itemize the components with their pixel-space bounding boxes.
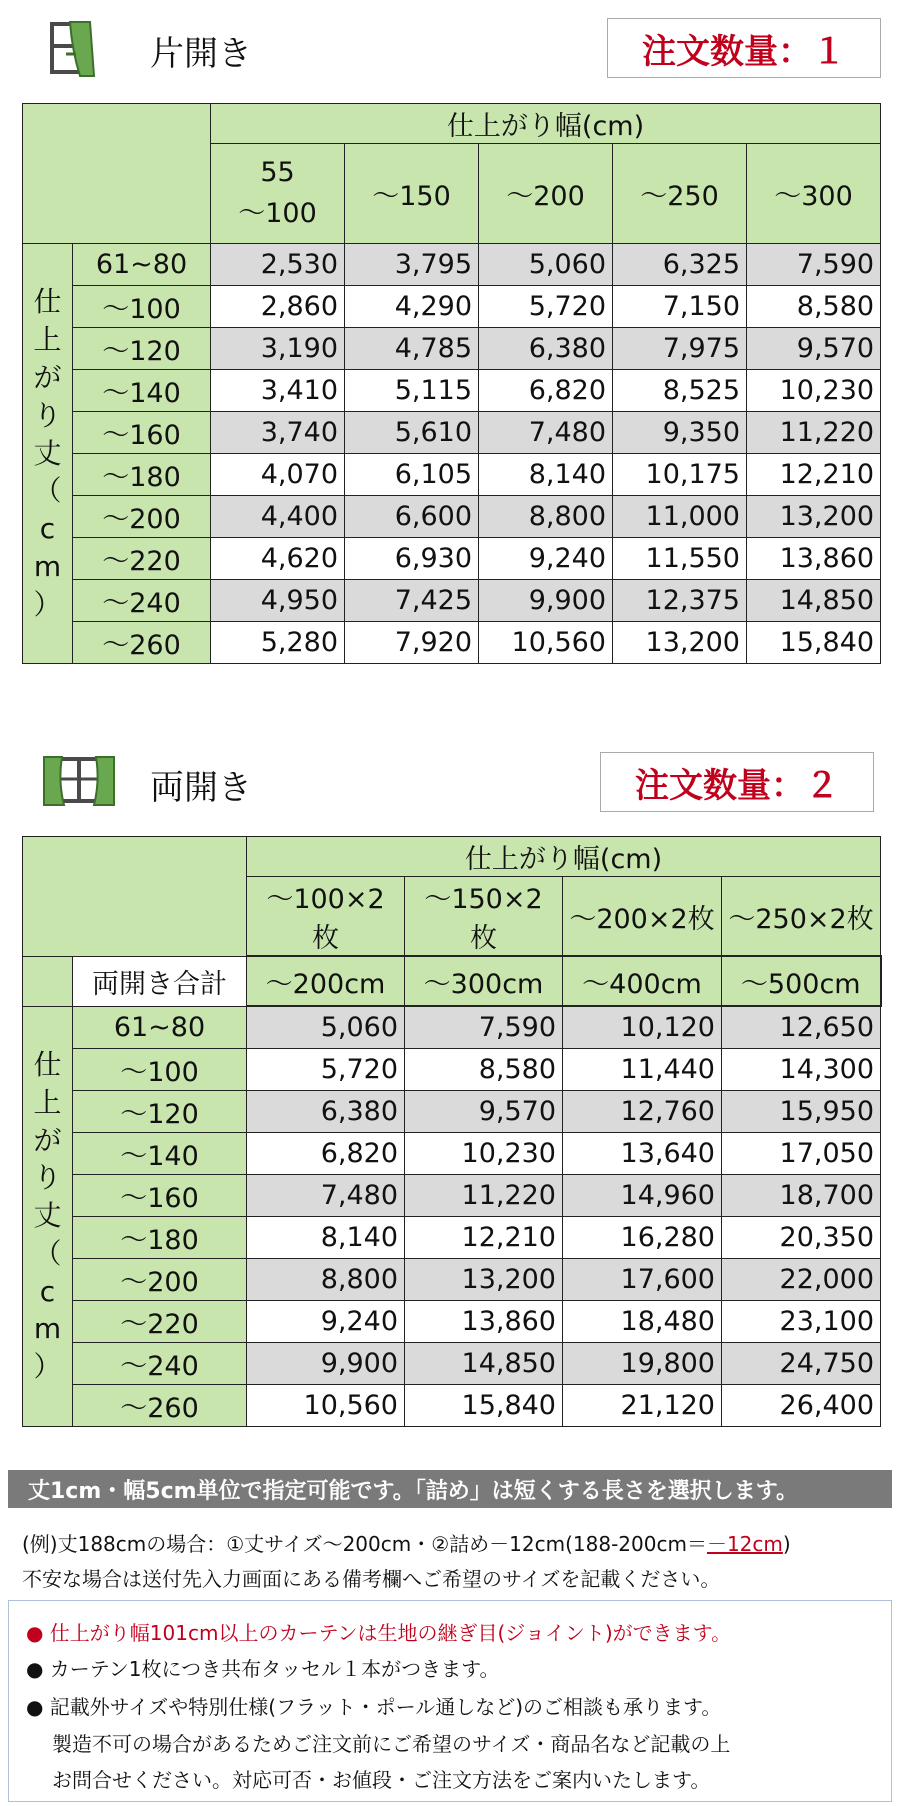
row-label: ～200 (73, 1258, 247, 1300)
height-axis-char: 上 (33, 323, 62, 357)
price-cell: 8,800 (247, 1258, 405, 1300)
price-cell: 17,600 (563, 1258, 722, 1300)
height-axis-char: （ (33, 1236, 62, 1270)
col-header (211, 144, 345, 244)
table-row (23, 1384, 881, 1426)
note-line: 不安な場合は送付先入力画面にある備考欄へご希望のサイズを記載ください。 (22, 1567, 721, 1591)
col-header: ～150×2枚 (405, 877, 563, 957)
table-row (23, 538, 881, 580)
price-cell: 10,120 (563, 1006, 722, 1048)
price-cell: 12,210 (747, 454, 881, 496)
table-row (23, 1132, 881, 1174)
row-label: ～100 (73, 286, 211, 328)
price-cell: 16,280 (563, 1216, 722, 1258)
price-cell: 17,050 (722, 1132, 881, 1174)
custom-size-detail-2: お問合せください。対応可否・お値段・ご注文方法をご案内いたします。 (52, 1768, 711, 1792)
example-end: ) (782, 1532, 791, 1556)
price-cell: 12,760 (563, 1090, 722, 1132)
price-cell: 11,440 (563, 1048, 722, 1090)
height-axis-char: が (33, 361, 62, 394)
price-cell: 7,975 (613, 328, 747, 370)
price-cell: 15,840 (405, 1384, 563, 1426)
price-cell: 8,580 (405, 1048, 563, 1090)
joint-notice: ● 仕上がり幅101cm以上のカーテンは生地の継ぎ目(ジョイント)ができます。 (26, 1621, 732, 1645)
col-header: ～300 (747, 144, 881, 244)
price-cell: 4,950 (211, 580, 345, 622)
price-cell: 4,290 (345, 286, 479, 328)
table-row (23, 244, 881, 286)
price-cell: 21,120 (563, 1384, 722, 1426)
price-cell: 8,140 (247, 1216, 405, 1258)
price-cell: 6,325 (613, 244, 747, 286)
col-header: ～250 (613, 144, 747, 244)
price-cell: 19,800 (563, 1342, 722, 1384)
price-cell: 13,640 (563, 1132, 722, 1174)
col-header: ～150 (345, 144, 479, 244)
section2-title: 両開き (150, 768, 252, 808)
double-curtain-icon (42, 755, 116, 807)
custom-size-notice: ● 記載外サイズや特別仕様(フラット・ポール通しなど)のご相談も承ります。 (26, 1695, 722, 1719)
price-cell: 18,700 (722, 1174, 881, 1216)
price-cell: 9,240 (479, 538, 613, 580)
price-cell: 13,860 (405, 1300, 563, 1342)
height-axis-label (23, 244, 73, 664)
price-cell: 22,000 (722, 1258, 881, 1300)
corner-cell (23, 956, 73, 1006)
price-cell: 7,590 (747, 244, 881, 286)
row-label: ～240 (73, 580, 211, 622)
unit-notice-bar: 丈1cm・幅5cm単位で指定可能です。「詰め」は短くする長さを選択します。 (8, 1470, 892, 1508)
section1-order-quantity: 注文数量：１ (607, 18, 881, 78)
price-cell: 3,190 (211, 328, 345, 370)
price-cell: 10,230 (405, 1132, 563, 1174)
table-row (23, 1342, 881, 1384)
table-row (23, 1006, 881, 1048)
row-label: ～160 (73, 412, 211, 454)
price-cell: 14,960 (563, 1174, 722, 1216)
price-cell: 6,380 (247, 1090, 405, 1132)
price-cell: 6,820 (479, 370, 613, 412)
price-cell: 13,200 (613, 622, 747, 664)
price-cell: 6,820 (247, 1132, 405, 1174)
price-cell: 7,480 (247, 1174, 405, 1216)
price-cell: 8,525 (613, 370, 747, 412)
height-axis-char: 仕 (33, 285, 62, 319)
custom-size-detail-1: 製造不可の場合があるためご注文前にご希望のサイズ・商品名など記載の上 (52, 1732, 731, 1756)
price-cell: 5,060 (479, 244, 613, 286)
price-cell: 12,375 (613, 580, 747, 622)
price-cell: 14,850 (405, 1342, 563, 1384)
height-axis-char: が (33, 1123, 62, 1157)
height-axis-char: 丈 (33, 436, 62, 470)
width-header: 仕上がり幅(cm) (211, 104, 881, 144)
height-axis-char: ） (33, 1350, 62, 1384)
height-axis-char: ） (33, 587, 62, 621)
col-header-line: 55 (260, 157, 295, 188)
example-text: (例)丈188cmの場合：①丈サイズ～200cm・②詰め－12cm(188-200cm＝ (22, 1532, 707, 1556)
price-cell: 13,860 (747, 538, 881, 580)
price-cell: 2,860 (211, 286, 345, 328)
price-cell: 5,720 (479, 286, 613, 328)
col-header: ～250×2枚 (722, 877, 881, 957)
height-axis-char: り (33, 398, 62, 432)
row-label: ～120 (73, 328, 211, 370)
table-row (23, 1048, 881, 1090)
row-label: ～140 (73, 370, 211, 412)
price-cell: 5,060 (247, 1006, 405, 1048)
price-cell: 8,580 (747, 286, 881, 328)
row-label: ～180 (73, 454, 211, 496)
total-header: ～400cm (563, 956, 722, 1006)
table-row (23, 1174, 881, 1216)
price-cell: 14,300 (722, 1048, 881, 1090)
table-row (23, 1300, 881, 1342)
price-cell: 6,600 (345, 496, 479, 538)
price-cell: 10,230 (747, 370, 881, 412)
price-cell: 13,200 (405, 1258, 563, 1300)
price-cell: 24,750 (722, 1342, 881, 1384)
price-cell: 15,950 (722, 1090, 881, 1132)
tassel-notice: ● カーテン1枚につき共布タッセル１本がつきます。 (26, 1657, 500, 1681)
price-cell: 7,425 (345, 580, 479, 622)
height-axis-char: c (39, 1274, 56, 1308)
table-row (23, 1216, 881, 1258)
price-cell: 23,100 (722, 1300, 881, 1342)
corner-cell (23, 104, 211, 244)
table-row (23, 496, 881, 538)
height-axis-char: り (33, 1161, 62, 1195)
price-cell: 3,740 (211, 412, 345, 454)
row-label: ～120 (73, 1090, 247, 1132)
col-header: ～200×2枚 (563, 877, 722, 957)
height-axis-char: m (33, 549, 62, 583)
price-cell: 12,210 (405, 1216, 563, 1258)
price-cell: 9,900 (479, 580, 613, 622)
price-cell: 7,480 (479, 412, 613, 454)
price-cell: 5,720 (247, 1048, 405, 1090)
price-cell: 4,400 (211, 496, 345, 538)
row-label: ～180 (73, 1216, 247, 1258)
price-cell: 9,350 (613, 412, 747, 454)
total-header: ～300cm (405, 956, 563, 1006)
price-cell: 2,530 (211, 244, 345, 286)
table-row (23, 622, 881, 664)
table-row (23, 454, 881, 496)
price-cell: 12,650 (722, 1006, 881, 1048)
row-label: ～260 (73, 1384, 247, 1426)
price-cell: 4,620 (211, 538, 345, 580)
price-cell: 18,480 (563, 1300, 722, 1342)
section2-order-quantity: 注文数量：２ (600, 752, 874, 812)
row-label: ～160 (73, 1174, 247, 1216)
table-row (23, 370, 881, 412)
row-label: 61~80 (73, 1006, 247, 1048)
price-cell: 6,105 (345, 454, 479, 496)
height-axis-char: 丈 (33, 1199, 62, 1233)
price-cell: 6,930 (345, 538, 479, 580)
table-row (23, 328, 881, 370)
price-cell: 9,570 (405, 1090, 563, 1132)
price-cell: 11,220 (405, 1174, 563, 1216)
col-header: ～200 (479, 144, 613, 244)
row-label: ～220 (73, 538, 211, 580)
price-cell: 9,240 (247, 1300, 405, 1342)
price-cell: 10,175 (613, 454, 747, 496)
row-label: ～220 (73, 1300, 247, 1342)
table-row (23, 286, 881, 328)
total-header: ～200cm (247, 956, 405, 1006)
col-header: ～100×2枚 (247, 877, 405, 957)
price-cell: 7,150 (613, 286, 747, 328)
price-cell: 6,380 (479, 328, 613, 370)
price-cell: 5,280 (211, 622, 345, 664)
price-cell: 10,560 (479, 622, 613, 664)
price-cell: 11,000 (613, 496, 747, 538)
price-cell: 11,220 (747, 412, 881, 454)
double-open-price-table (22, 836, 882, 1427)
example-link: －12cm (706, 1532, 783, 1556)
height-axis-char: 仕 (33, 1047, 62, 1081)
price-cell: 13,200 (747, 496, 881, 538)
height-axis-char: （ (33, 474, 62, 508)
total-label: 両開き合計 (73, 956, 247, 1006)
row-label: 61~80 (73, 244, 211, 286)
price-cell: 20,350 (722, 1216, 881, 1258)
price-cell: 14,850 (747, 580, 881, 622)
col-header-line: ～100 (238, 197, 317, 229)
price-cell: 7,920 (345, 622, 479, 664)
price-cell: 3,795 (345, 244, 479, 286)
row-label: ～240 (73, 1342, 247, 1384)
price-cell: 26,400 (722, 1384, 881, 1426)
price-cell: 5,610 (345, 412, 479, 454)
single-open-price-table (22, 103, 881, 664)
table-row (23, 1258, 881, 1300)
table-row (23, 412, 881, 454)
price-cell: 15,840 (747, 622, 881, 664)
price-cell: 9,900 (247, 1342, 405, 1384)
total-header: ～500cm (722, 956, 881, 1006)
price-cell: 8,140 (479, 454, 613, 496)
width-header: 仕上がり幅(cm) (247, 837, 881, 877)
section1-title: 片開き (150, 34, 252, 74)
price-cell: 9,570 (747, 328, 881, 370)
height-axis-label (23, 1006, 73, 1426)
single-curtain-icon (50, 20, 98, 78)
table-row (23, 1090, 881, 1132)
row-label: ～200 (73, 496, 211, 538)
price-cell: 3,410 (211, 370, 345, 412)
row-label: ～260 (73, 622, 211, 664)
price-cell: 4,070 (211, 454, 345, 496)
corner-cell (23, 837, 247, 957)
price-cell: 10,560 (247, 1384, 405, 1426)
price-cell: 4,785 (345, 328, 479, 370)
row-label: ～140 (73, 1132, 247, 1174)
row-label: ～100 (73, 1048, 247, 1090)
example-line (22, 1528, 791, 1557)
price-cell: 5,115 (345, 370, 479, 412)
height-axis-char: c (39, 512, 56, 546)
height-axis-char: m (33, 1312, 62, 1346)
price-cell: 7,590 (405, 1006, 563, 1048)
price-cell: 8,800 (479, 496, 613, 538)
table-row (23, 580, 881, 622)
height-axis-char: 上 (33, 1085, 62, 1119)
price-cell: 11,550 (613, 538, 747, 580)
